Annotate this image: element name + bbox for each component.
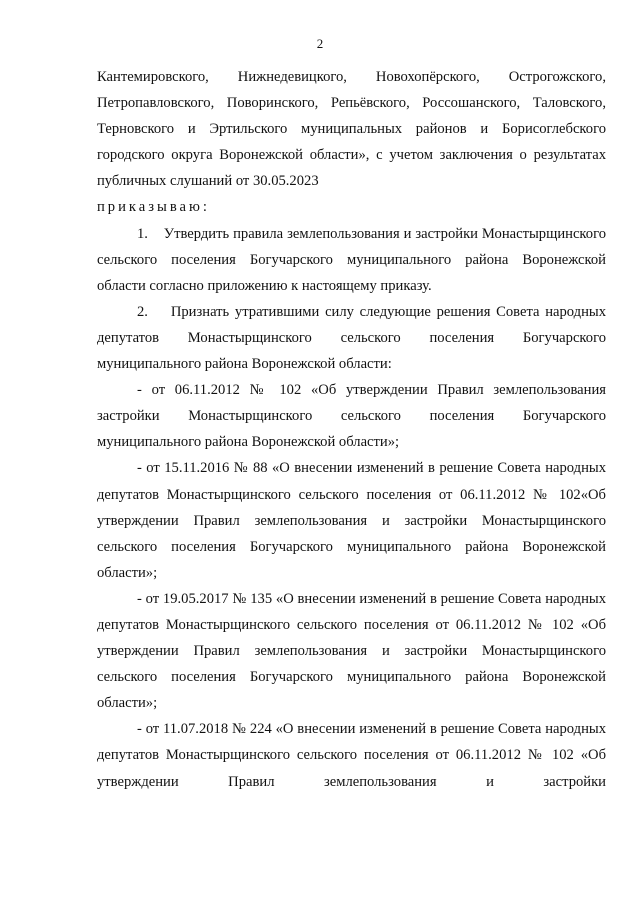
document-body [97, 64, 606, 795]
paragraph-decision-2012-102: - от 06.11.2012 № 102 «Об утверждении Правил землепользования застройки Монастырщинского сельского поселения Богучарского муниципального района Воронежской области»; [97, 382, 606, 451]
paragraph-decision-2018-224: - от 11.07.2018 № 224 «О внесении изменений в решение Совета народных депутатов Монастырщинского сельского поселения от 06.11.2012 № 102 «Об утверждении Правил землепользования и застройки [97, 721, 606, 790]
paragraph-item-1-approve-rules: 1. Утвердить правила землепользования и застройки Монастырщинского сельского поселения Богучарского муниципального района Воронежской области согласно приложению к настоящему приказу. [97, 225, 606, 294]
paragraph-districts-list: Кантемировского, Нижнедевицкого, Новохопёрского, Острогожского, Петропавловского, Поворинского, Репьёвского, Россошанского, Таловского, Терновского и Эртильского муниципальных районов и Борисоглебского городского округа Воронежской области», с учетом заключения о результатах публичных слушаний от 30.05.2023 [97, 69, 606, 190]
paragraph-decision-2016-88: - от 15.11.2016 № 88 «О внесении изменений в решение Совета народных депутатов Монастырщинского сельского поселения от 06.11.2012 № 102«Об утверждении Правил землепользования и застройки Монастырщинского сельского поселения Богучарского муниципального района Воронежской области»; [97, 460, 606, 581]
paragraph-item-2-revoke-decisions: 2. Признать утратившими силу следующие решения Совета народных депутатов Монастырщинского сельского поселения Богучарского муниципального района Воронежской области: [97, 303, 606, 373]
paragraph-order-word: приказываю: [97, 199, 210, 216]
paragraph-decision-2017-135: - от 19.05.2017 № 135 «О внесении изменений в решение Совета народных депутатов Монастырщинского сельского поселения от 06.11.2012 № 102 «Об утверждении Правил землепользования и застройки Монастырщинского сельского поселения Богучарского муниципального района Воронежской области»; [97, 590, 606, 712]
page-number: 2 [316, 36, 324, 51]
